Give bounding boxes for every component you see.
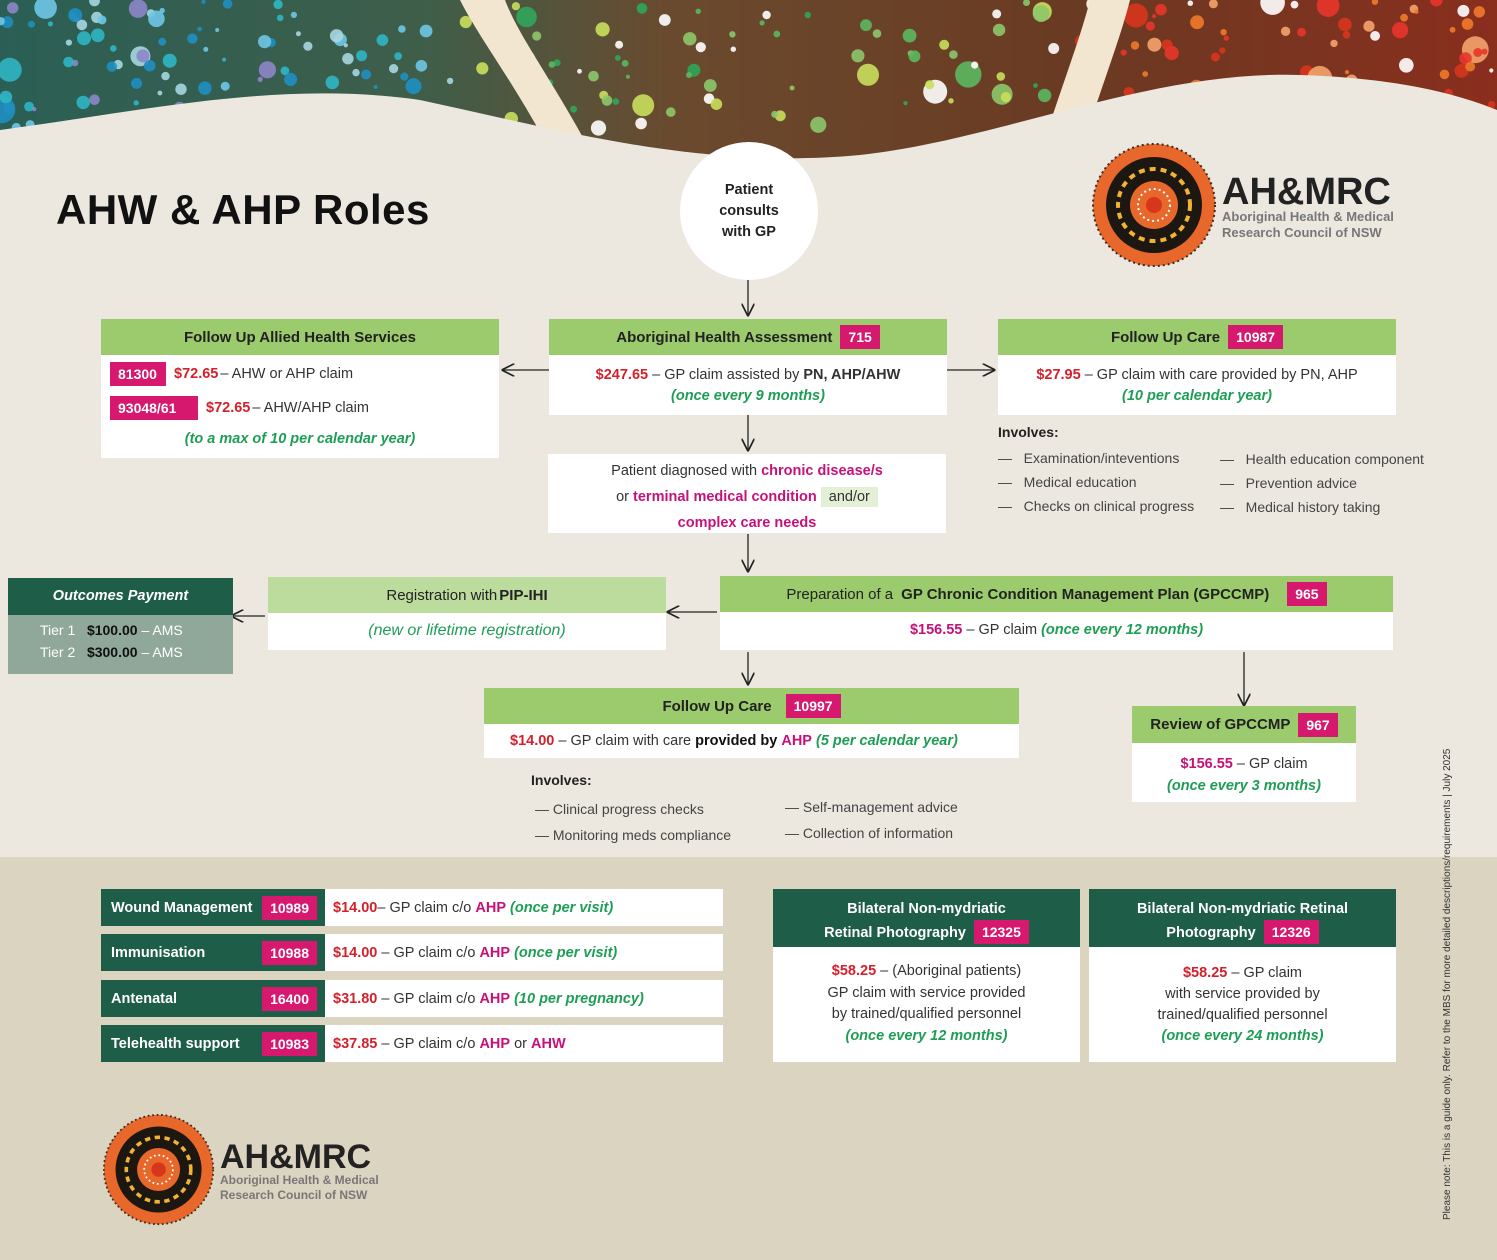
fuc-mid-box	[484, 688, 1019, 758]
service-who: AHP	[475, 899, 507, 916]
footnote-vertical	[1442, 680, 1458, 1220]
pip-box	[268, 577, 666, 650]
diagnosis-andor: and/or	[821, 487, 878, 507]
fuc-mid-involves-label: Involves:	[531, 772, 592, 788]
allied-item-2	[110, 396, 369, 420]
involves-item: — Monitoring meds compliance	[535, 827, 732, 843]
retinal-1-title-line-1: Bilateral Non-mydriatic	[847, 901, 1006, 917]
fuc-mid-title: Follow Up Care	[662, 697, 772, 715]
fuc-top-header	[998, 319, 1396, 355]
logo-acronym: AH&MRC	[1222, 171, 1391, 213]
aha-body	[549, 365, 947, 407]
review-price: $156.55	[1180, 756, 1233, 772]
fuc-top-code-badge: 10987	[1228, 325, 1283, 349]
fuc-top-involves-label: Involves:	[998, 424, 1059, 440]
aha-text: – GP claim assisted by	[648, 367, 804, 383]
service-price: $14.00	[333, 944, 378, 961]
fuc-mid-price: $14.00	[510, 733, 555, 749]
retinal-2-header	[1089, 889, 1396, 947]
allied-item-1	[110, 362, 353, 386]
logo-acronym: AH&MRC	[220, 1138, 372, 1176]
service-label	[101, 980, 325, 1017]
service-who: AHP	[479, 944, 511, 961]
outcomes-box	[8, 578, 233, 674]
service-name: Immunisation	[111, 944, 206, 961]
service-who-2: AHW	[531, 1035, 566, 1052]
logo-line-1: Aboriginal Health & Medical	[1222, 209, 1394, 224]
service-row-wound	[101, 889, 723, 926]
service-code-badge: 10989	[262, 896, 317, 920]
fuc-top-price: $27.95	[1036, 367, 1081, 383]
allied-title: Follow Up Allied Health Services	[183, 328, 416, 346]
fuc-mid-header	[484, 688, 1019, 724]
involves-item: — Self-management advice	[785, 799, 958, 815]
aha-frequency: (once every 9 months)	[671, 388, 825, 404]
retinal-1-code-badge: 12325	[974, 920, 1029, 944]
service-text: – GP claim c/o	[377, 899, 476, 916]
allied-box	[101, 319, 499, 458]
fuc-top-involves-left	[998, 446, 1194, 518]
diagnosis-text-2: or	[616, 489, 634, 505]
service-text: – GP claim c/o	[377, 1035, 480, 1052]
allied-item-1-text: – AHW or AHP claim	[220, 366, 354, 382]
logo-line-2: Research Council of NSW	[1222, 225, 1382, 240]
service-row-immunisation	[101, 934, 723, 971]
fuc-top-involves-right	[1220, 447, 1424, 519]
diagnosis-box	[548, 454, 946, 533]
retinal-2-title-line-2: Photography 12326	[1089, 920, 1396, 944]
gpccmp-text: – GP claim	[962, 622, 1042, 638]
retinal-1-line-3: by trained/qualified personnel	[831, 1006, 1022, 1022]
service-frequency: (once per visit)	[506, 899, 614, 916]
fuc-top-box	[998, 319, 1396, 415]
fuc-mid-ahp: AHP	[781, 733, 812, 749]
review-box	[1132, 706, 1356, 802]
gpccmp-frequency: (once every 12 months)	[1041, 622, 1204, 638]
service-frequency: (once per visit)	[510, 944, 618, 961]
service-who: AHP	[479, 1035, 511, 1052]
footnote-text: Please note: This is a guide only. Refer to the MBS for more detailed descriptions/requirements | July 2025	[1442, 748, 1453, 1220]
retinal-1-body	[773, 961, 1080, 1047]
tier-label: Tier 1	[40, 622, 76, 638]
ahmrc-logo-bottom	[103, 1114, 403, 1226]
gpccmp-title: GP Chronic Condition Management Plan (GPCCMP)	[901, 585, 1270, 603]
gpccmp-header	[720, 576, 1393, 612]
pip-header	[268, 577, 666, 613]
involves-item: — Clinical progress checks	[535, 801, 704, 817]
fuc-top-involves	[998, 424, 1458, 515]
aha-title: Aboriginal Health Assessment	[616, 328, 833, 346]
retinal-1-title-line-2: Retinal Photography 12325	[773, 920, 1080, 944]
service-detail	[325, 991, 644, 1007]
start-node-label: Patient consults with GP	[719, 181, 779, 240]
allied-item-2-price: $72.65	[206, 400, 251, 416]
retinal-2-frequency: (once every 24 months)	[1161, 1028, 1324, 1044]
involves-item: — Health education component	[1220, 451, 1424, 467]
service-row-telehealth	[101, 1025, 723, 1062]
pip-bold: PIP-IHI	[499, 586, 548, 604]
allied-item-2-code: 93048/61	[110, 396, 198, 420]
service-text: – GP claim c/o	[377, 944, 480, 961]
involves-item: — Collection of information	[785, 825, 954, 841]
tier-amount: $100.00	[86, 622, 138, 638]
aha-text-bold: PN, AHP/AHW	[803, 367, 901, 383]
retinal-2-title-line-1: Bilateral Non-mydriatic Retinal	[1136, 901, 1349, 917]
gpccmp-price: $156.55	[909, 622, 963, 638]
diagnosis-terminal: terminal medical condition	[633, 489, 817, 505]
diagnosis-text-1: Patient diagnosed with	[611, 463, 762, 479]
service-frequency: (10 per pregnancy)	[510, 990, 644, 1007]
service-name: Antenatal	[111, 990, 178, 1007]
aha-code-badge: 715	[840, 325, 879, 349]
fuc-mid-body	[484, 733, 1019, 749]
review-body	[1132, 753, 1356, 797]
fuc-top-frequency: (10 per calendar year)	[1122, 388, 1272, 404]
review-header	[1132, 706, 1356, 743]
gpccmp-box	[720, 576, 1393, 650]
diagnosis-complex: complex care needs	[677, 515, 817, 531]
fuc-mid-code-badge: 10997	[786, 694, 841, 718]
fuc-mid-text: – GP claim with care	[554, 733, 696, 749]
retinal-2-price: $58.25	[1182, 965, 1228, 981]
pip-text: Registration with	[386, 586, 498, 604]
logo-line-1: Aboriginal Health & Medical	[220, 1173, 379, 1187]
aha-box	[549, 319, 947, 415]
page-title: AHW & AHP Roles	[56, 186, 430, 233]
service-text-or: or	[510, 1035, 532, 1052]
allied-item-2-text: – AHW/AHP claim	[252, 400, 369, 416]
service-price: $14.00	[333, 899, 378, 916]
aha-price: $247.65	[595, 367, 649, 383]
service-label	[101, 1025, 325, 1062]
service-label	[101, 934, 325, 971]
tier-amount: $300.00	[86, 644, 138, 660]
outcomes-tier-1	[8, 622, 233, 638]
retinal-2-body	[1089, 963, 1396, 1047]
retinal-2-line-3: trained/qualified personnel	[1157, 1007, 1328, 1023]
outcomes-tier-2	[8, 644, 233, 660]
review-text: – GP claim	[1232, 756, 1308, 772]
fuc-mid-involves-right	[785, 794, 958, 846]
retinal-2-code-badge: 12326	[1264, 920, 1319, 944]
service-code-badge: 10983	[262, 1032, 317, 1056]
retinal-2-line-2: with service provided by	[1165, 986, 1320, 1002]
allied-item-1-code: 81300	[110, 362, 166, 386]
service-who: AHP	[479, 990, 511, 1007]
review-code-badge: 967	[1298, 713, 1337, 737]
service-detail	[325, 1036, 566, 1052]
service-detail	[325, 945, 617, 961]
service-code-badge: 16400	[262, 987, 317, 1011]
fuc-mid-text-bold: provided by	[695, 733, 782, 749]
involves-item: — Medical education	[998, 474, 1137, 490]
review-frequency: (once every 3 months)	[1167, 778, 1321, 794]
gpccmp-body	[720, 622, 1393, 638]
allied-item-1-price: $72.65	[174, 366, 219, 382]
involves-item: — Prevention advice	[1220, 475, 1357, 491]
involves-item: — Checks on clinical progress	[998, 498, 1195, 514]
tier-label: Tier 2	[40, 644, 76, 660]
gpccmp-code-badge: 965	[1287, 582, 1326, 606]
fuc-top-body	[998, 365, 1396, 407]
gpccmp-pre: Preparation of a	[786, 585, 894, 603]
retinal-1-frequency: (once every 12 months)	[845, 1027, 1008, 1044]
service-detail	[325, 900, 613, 916]
service-name: Telehealth support	[111, 1035, 240, 1052]
pip-frequency: (new or lifetime registration)	[368, 622, 566, 639]
retinal-box-12325	[773, 889, 1080, 1062]
logo-line-2: Research Council of NSW	[220, 1188, 368, 1202]
retinal-1-line-1: – (Aboriginal patients)	[876, 963, 1022, 979]
fuc-top-text: – GP claim with care provided by PN, AHP	[1080, 367, 1358, 383]
retinal-1-price: $58.25	[831, 963, 877, 979]
diagnosis-chronic: chronic disease/s	[761, 463, 883, 479]
service-row-antenatal	[101, 980, 723, 1017]
retinal-box-12326	[1089, 889, 1396, 1062]
service-name: Wound Management	[111, 899, 253, 916]
outcomes-header: Outcomes Payment	[8, 578, 233, 615]
fuc-mid-involves	[531, 772, 991, 843]
service-label	[101, 889, 325, 926]
fuc-mid-involves-left	[535, 796, 731, 848]
allied-frequency: (to a max of 10 per calendar year)	[184, 431, 416, 447]
tier-who: – AMS	[137, 622, 183, 638]
service-code-badge: 10988	[262, 941, 317, 965]
retinal-2-line-1: – GP claim	[1227, 965, 1303, 981]
tier-who: – AMS	[137, 644, 183, 660]
ahmrc-emblem-icon	[103, 1114, 215, 1226]
aha-header	[549, 319, 947, 355]
service-text: – GP claim c/o	[377, 990, 480, 1007]
fuc-top-title: Follow Up Care	[1110, 328, 1221, 346]
allied-header	[101, 319, 499, 355]
involves-item: — Examination/inteventions	[998, 450, 1180, 466]
retinal-1-header	[773, 889, 1080, 947]
review-title: Review of GPCCMP	[1150, 716, 1291, 733]
service-price: $37.85	[333, 1035, 378, 1052]
involves-item: — Medical history taking	[1220, 499, 1381, 515]
retinal-1-line-2: GP claim with service provided	[827, 984, 1026, 1001]
service-price: $31.80	[333, 990, 378, 1007]
fuc-mid-frequency: (5 per calendar year)	[811, 733, 958, 749]
